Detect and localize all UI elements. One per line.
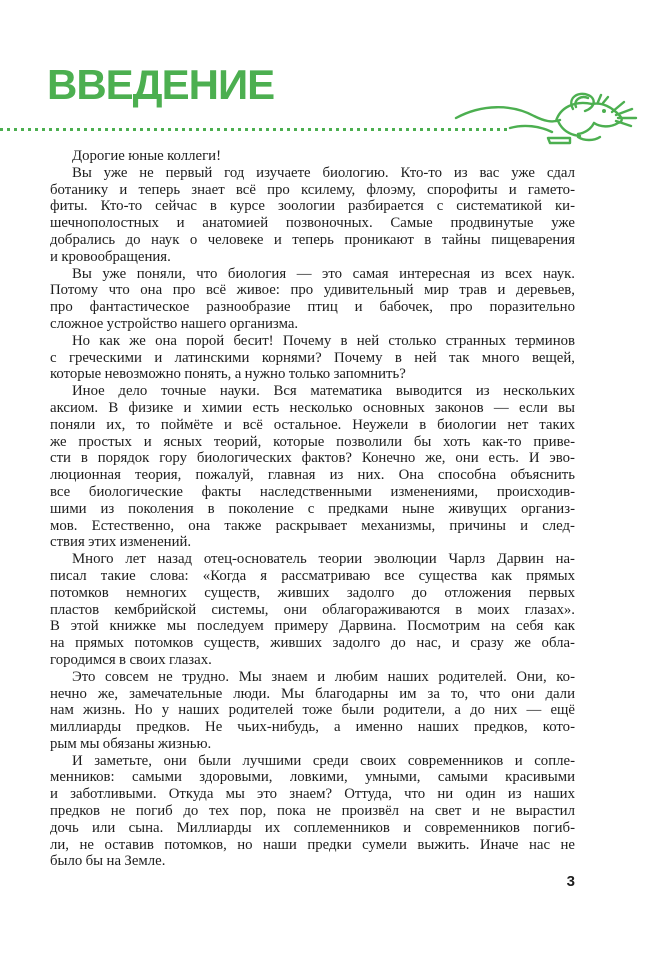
text-line: которые невозможно понять, а нужно только запомнить? bbox=[50, 366, 406, 383]
text-line: же простых и ясных теорий, которые позволили бы хоть как-то приве- bbox=[50, 433, 575, 450]
text-line: дочь или сына. Миллиарды их соплеменников и современников погиб- bbox=[50, 819, 575, 836]
paragraph bbox=[50, 669, 575, 753]
text-line: фиты. Кто-то сейчас в курсе зоологии разбирается с систематикой ки- bbox=[50, 198, 575, 215]
text-line: Вы уже поняли, что биология — это самая интересная из всех наук. bbox=[72, 265, 575, 282]
text-line: аксиом. В физике и химии есть несколько основных законов — если вы bbox=[50, 399, 575, 416]
text-line: ботанику и теперь знает всё про ксилему, флоэму, спорофиты и гамето- bbox=[50, 181, 575, 198]
body-text bbox=[50, 148, 575, 870]
paragraph bbox=[50, 753, 575, 871]
paragraph bbox=[50, 266, 575, 333]
text-line: добрались до наук о человеке и теперь проникают в тайны пищеварения bbox=[50, 231, 575, 248]
text-line: с греческими и латинскими корнями? Почему в ней так много вещей, bbox=[50, 349, 575, 366]
text-line: шими из поколения в поколение с предками ныне живущих организ- bbox=[50, 500, 575, 517]
paragraph bbox=[50, 551, 575, 669]
text-line: ли, не оставив потомков, но наши предки сумели выжить. Иначе нас не bbox=[50, 836, 575, 853]
text-line: люционная теория, пожалуй, главная из них. Она способна объяснить bbox=[50, 467, 575, 484]
text-line: Дорогие юные коллеги! bbox=[72, 148, 222, 164]
paragraph bbox=[50, 165, 575, 266]
text-line: сложное устройство нашего организма. bbox=[50, 315, 299, 332]
text-line: потомков немногих существ, живших задолго до отложения первых bbox=[50, 584, 575, 601]
text-line: ствия этих изменений. bbox=[50, 534, 192, 551]
dotted-divider bbox=[0, 128, 508, 131]
text-line: Иное дело точные науки. Вся математика выводится из нескольких bbox=[72, 383, 575, 400]
text-line: нечно же, замечательные люди. Мы благодарны им за то, что они дали bbox=[50, 685, 575, 702]
text-line: сти в порядок гору биологических фактов? Конечно же, они есть. И эво- bbox=[50, 450, 575, 467]
text-line: было бы на Земле. bbox=[50, 853, 166, 870]
text-line: поняли их, то поймёте и всё остальное. Неужели в биологии нет таких bbox=[50, 416, 575, 433]
paragraph bbox=[50, 383, 575, 551]
text-line: городимся в своих глазах. bbox=[50, 651, 212, 668]
text-line: на прямых потомков существ, живших задолго до нас, и сразу же обла- bbox=[50, 635, 575, 652]
text-line: и заботливыми. Откуда мы это знаем? Оттуда, что ни один из наших bbox=[50, 786, 575, 803]
mouse-eye bbox=[602, 109, 606, 113]
text-line: миллиарды предков. Не чьих-нибудь, а именно наших предков, кото- bbox=[50, 719, 575, 736]
page-number: 3 bbox=[566, 873, 575, 890]
running-mouse-icon bbox=[452, 92, 642, 152]
text-line: шечнополостных и анатомией позвоночных. Самые продвинутые уже bbox=[50, 215, 575, 232]
text-line: рым мы обязаны жизнью. bbox=[50, 735, 212, 752]
text-line: Потому что она про всё живое: про удивительный мир трав и деревьев, bbox=[50, 282, 575, 299]
text-line: Но как же она порой бесит! Почему в ней столько странных терминов bbox=[72, 332, 575, 349]
paragraph bbox=[50, 333, 575, 383]
paragraph bbox=[50, 148, 575, 165]
text-line: нам жизнь. Но у наших родителей тоже были родители, а до них — ещё bbox=[50, 702, 575, 719]
page-title: ВВЕДЕНИЕ bbox=[47, 61, 275, 108]
text-line: И заметьте, они были лучшими среди своих современников и сопле- bbox=[72, 752, 575, 769]
text-line: предков не погиб до тех пор, пока не произвёл на свет и не вырастил bbox=[50, 803, 575, 820]
text-line: Вы уже не первый год изучаете биологию. Кто-то из вас уже сдал bbox=[72, 164, 575, 181]
text-line: пластов кембрийской системы, они облагораживаются в моих глазах». bbox=[50, 601, 575, 618]
text-line: мов. Естественно, она также раскрывает механизмы, причины и след- bbox=[50, 517, 575, 534]
text-line: писал такие слова: «Когда я рассматриваю все существа как прямых bbox=[50, 567, 575, 584]
text-line: менников: самыми здоровыми, ловкими, умными, самыми красивыми bbox=[50, 769, 575, 786]
text-line: про фантастическое разнообразие птиц и бабочек, про поразительно bbox=[50, 299, 575, 316]
text-line: все биологические факты наследственными изменениями, происходив- bbox=[50, 483, 575, 500]
text-line: Много лет назад отец-основатель теории эволюции Чарлз Дарвин на- bbox=[72, 551, 575, 568]
text-line: В этой книжке мы последуем примеру Дарвина. Посмотрим на себя как bbox=[50, 618, 575, 635]
text-line: Это совсем не трудно. Мы знаем и любим наших родителей. Они, ко- bbox=[72, 668, 575, 685]
text-line: и кровообращения. bbox=[50, 248, 171, 265]
